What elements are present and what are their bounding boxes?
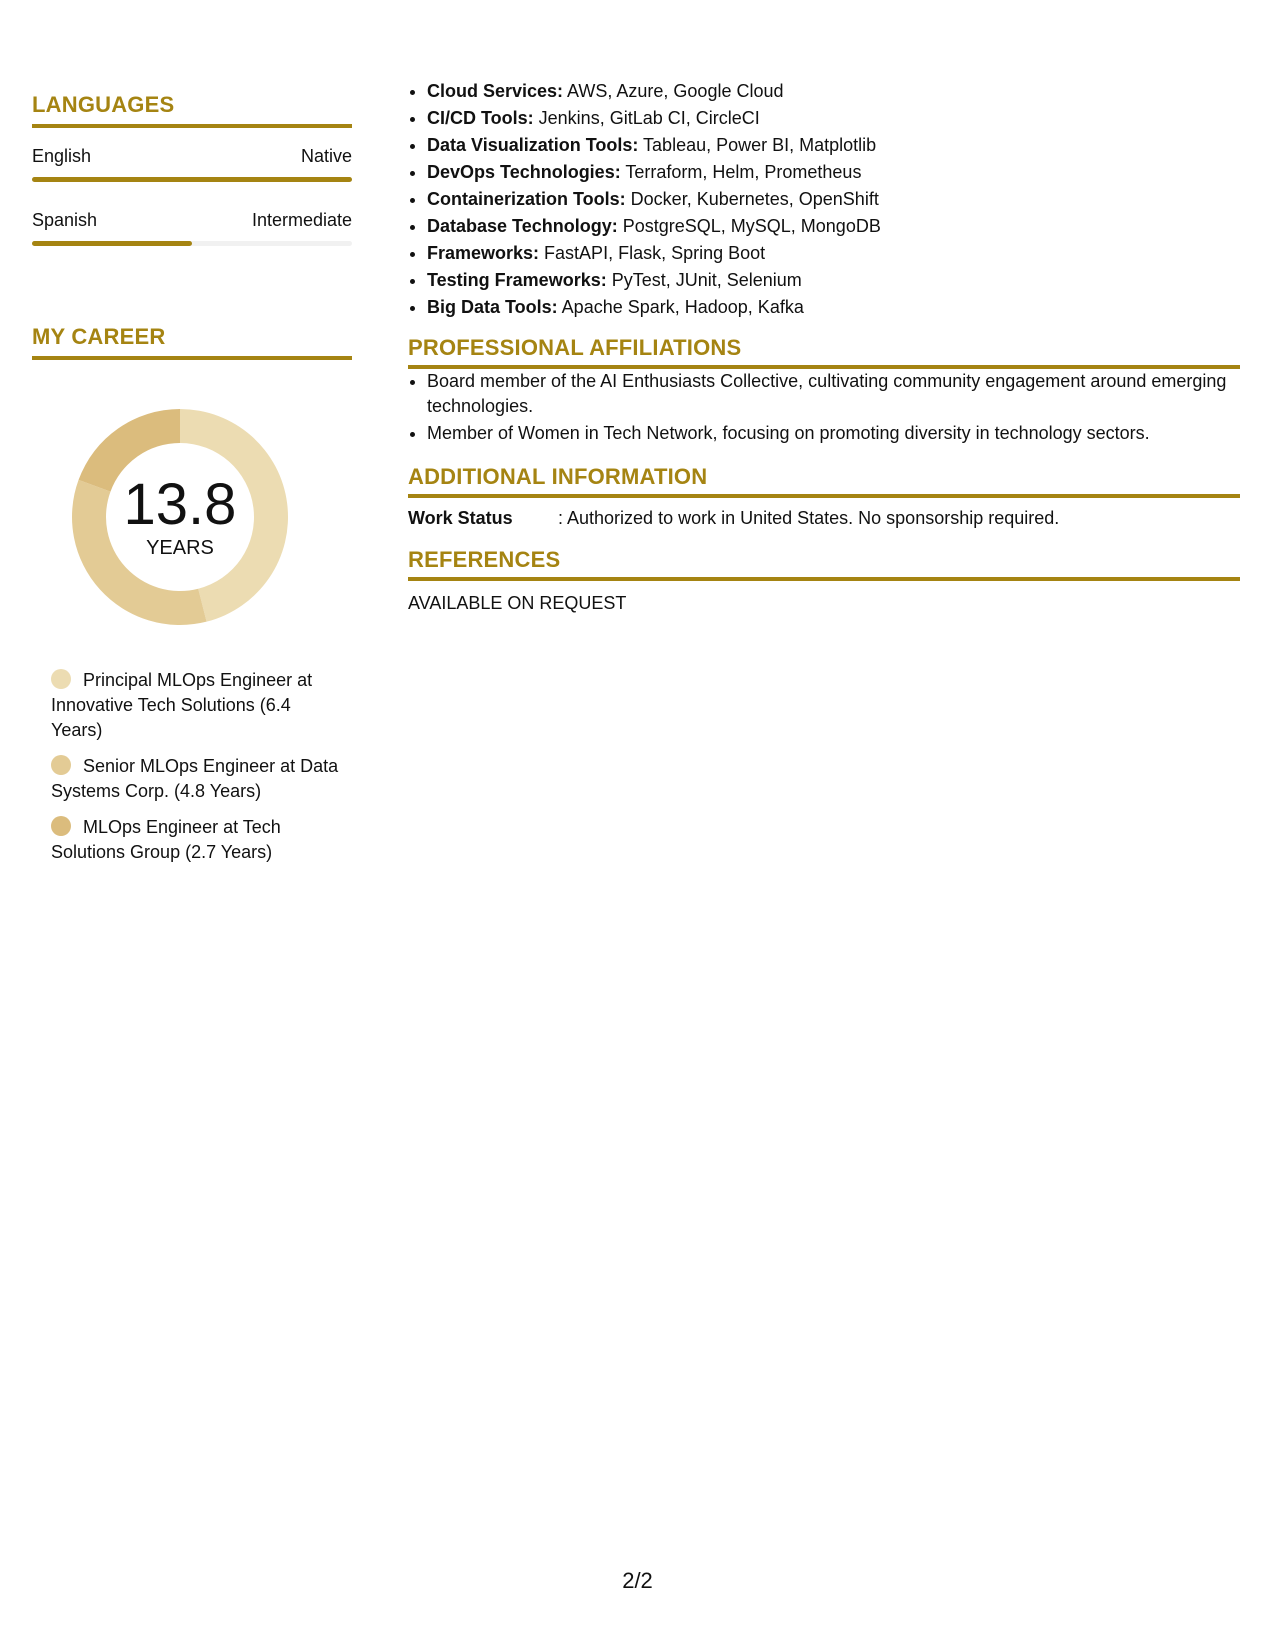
list-item: • Member of Women in Tech Network, focusing on promoting diversity in technology sectors. (427, 421, 1240, 446)
affiliations-section (408, 335, 1240, 446)
donut-center (65, 402, 295, 632)
languages-title: LANGUAGES (32, 92, 352, 128)
skill-value: Terraform, Helm, Prometheus (620, 162, 862, 182)
language-name: English (32, 146, 92, 166)
skill-value: Docker, Kubernetes, OpenShift (625, 189, 879, 209)
skill-label: Frameworks: (427, 243, 540, 263)
language-bar-fill (32, 241, 192, 246)
work-status-value: : Authorized to work in United States. No sponsorship required. (558, 508, 1060, 528)
skill-value: PostgreSQL, MySQL, MongoDB (617, 216, 881, 236)
legend-dot-icon (51, 669, 71, 689)
list-item (427, 213, 1240, 240)
references-text: AVAILABLE ON REQUEST (408, 593, 627, 613)
skill-value: FastAPI, Flask, Spring Boot (539, 243, 766, 263)
skill-value: PyTest, JUnit, Selenium (606, 270, 802, 290)
work-status-label: Work Status (408, 508, 513, 528)
list-item (427, 240, 1240, 267)
skill-value: Tableau, Power BI, Matplotlib (638, 135, 877, 155)
list-item: • Board member of the AI Enthusiasts Collective, cultivating community engagement around emerging technologies. (427, 369, 1240, 419)
work-status-row (408, 508, 1240, 529)
legend-dot-icon (51, 755, 71, 775)
legend-item (51, 815, 341, 865)
skill-label: DevOps Technologies: (427, 162, 621, 182)
list-item (427, 78, 1240, 105)
skill-value: Apache Spark, Hadoop, Kafka (557, 297, 804, 317)
list-item (427, 132, 1240, 159)
list-item (427, 186, 1240, 213)
additional-info-title: ADDITIONAL INFORMATION (408, 464, 1240, 498)
page-number: 2/2 (622, 1568, 653, 1593)
language-bar-fill (32, 177, 352, 182)
career-total-years: 13.8 (123, 471, 237, 537)
legend-label: MLOps Engineer at Tech Solutions Group (2.7 Years) (51, 817, 281, 862)
skill-value: Jenkins, GitLab CI, CircleCI (533, 108, 760, 128)
left-column (32, 92, 352, 876)
language-bar (32, 241, 352, 246)
list-item (427, 294, 1240, 321)
legend-dot-icon (51, 816, 71, 836)
list-item (427, 267, 1240, 294)
language-name: Spanish (32, 210, 98, 230)
affiliations-list (408, 369, 1240, 446)
career-section (32, 324, 352, 865)
skill-value: AWS, Azure, Google Cloud (563, 81, 784, 101)
skill-label: Data Visualization Tools: (427, 135, 639, 155)
legend-label: Senior MLOps Engineer at Data Systems Corp. (4.8 Years) (51, 756, 339, 801)
language-bar (32, 177, 352, 182)
skill-label: Database Technology: (427, 216, 618, 236)
language-level: Native (300, 146, 352, 166)
language-english (32, 146, 352, 182)
legend-item (51, 668, 341, 743)
skill-label: Cloud Services: (427, 81, 564, 101)
career-donut-chart (65, 402, 295, 632)
affiliations-title: PROFESSIONAL AFFILIATIONS (408, 335, 1240, 369)
skill-label: CI/CD Tools: (427, 108, 534, 128)
additional-info-section (408, 464, 1240, 529)
language-spanish (32, 210, 352, 246)
language-level: Intermediate (251, 210, 352, 230)
skills-list (408, 78, 1240, 321)
legend-item (51, 754, 341, 804)
career-title: MY CAREER (32, 324, 352, 360)
list-item (427, 105, 1240, 132)
skill-label: Big Data Tools: (427, 297, 558, 317)
career-legend (51, 668, 341, 865)
career-total-unit: YEARS (146, 536, 214, 559)
legend-label: Principal MLOps Engineer at Innovative Tech Solutions (6.4 Years) (51, 670, 313, 740)
skill-label: Containerization Tools: (427, 189, 626, 209)
list-item (427, 159, 1240, 186)
references-section (408, 547, 1240, 614)
right-column (408, 78, 1240, 614)
references-title: REFERENCES (408, 547, 1240, 581)
skill-label: Testing Frameworks: (427, 270, 607, 290)
